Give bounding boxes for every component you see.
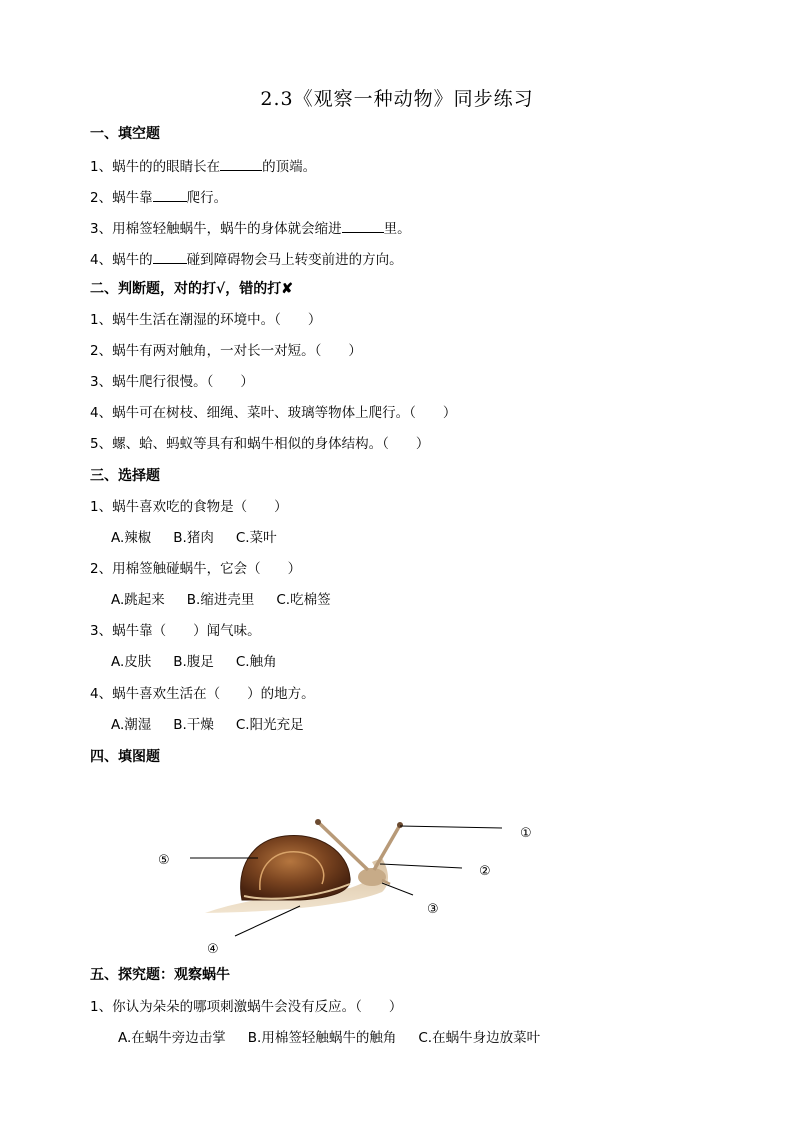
label-3: ③ (427, 902, 439, 917)
fill-question-3 (90, 218, 411, 238)
eye-right (397, 822, 403, 828)
choice-options-4 (111, 716, 326, 734)
leader-line-3 (382, 883, 413, 895)
option-b[interactable]: B.猪肉 (173, 530, 214, 546)
answer-blank[interactable] (153, 249, 187, 264)
option-a[interactable]: A.跳起来 (111, 592, 165, 608)
answer-blank[interactable] (220, 156, 262, 171)
label-5: ⑤ (158, 853, 170, 868)
choice-options-3 (111, 653, 299, 671)
section-heading-fill-blank: 一、填空题 (90, 126, 160, 142)
question-text: 的顶端。 (262, 159, 317, 175)
option-c[interactable]: C.阳光充足 (235, 717, 304, 733)
label-1: ① (520, 826, 532, 841)
long-tentacle-right (374, 825, 400, 870)
option-b[interactable]: B.用棉签轻触蜗牛的触角 (247, 1030, 397, 1046)
choice-question-3: 3、蜗牛靠（ ）闻气味。 (90, 623, 261, 639)
answer-blank[interactable] (153, 187, 187, 202)
inquiry-question-1: 1、你认为朵朵的哪项刺激蜗牛会没有反应。（ ） (90, 999, 403, 1015)
option-a[interactable]: A.辣椒 (111, 530, 152, 546)
snail-head (358, 868, 386, 886)
leader-line-2 (380, 864, 462, 868)
option-b[interactable]: B.干燥 (173, 717, 214, 733)
label-4: ④ (207, 942, 219, 957)
judge-question-5: 5、螺、蛤、蚂蚁等具有和蜗牛相似的身体结构。（ ） (90, 436, 430, 452)
label-2: ② (479, 864, 491, 879)
option-c[interactable]: C.吃棉签 (276, 592, 331, 608)
option-b[interactable]: B.缩进壳里 (186, 592, 255, 608)
question-text: 爬行。 (186, 190, 228, 206)
option-c[interactable]: C.菜叶 (235, 530, 277, 546)
section-heading-true-false: 二、判断题，对的打√，错的打✘ (90, 281, 293, 297)
question-text: 里。 (383, 221, 411, 237)
question-text: 3、用棉签轻触蜗牛，蜗牛的身体就会缩进 (90, 221, 342, 237)
leader-line-1 (400, 826, 502, 828)
fill-question-1 (90, 156, 316, 176)
fill-question-2 (90, 187, 227, 207)
choice-options-2 (111, 591, 353, 609)
fill-question-4 (90, 249, 403, 269)
question-text: 碰到障碍物会马上转变前进的方向。 (186, 252, 403, 268)
snail-illustration (150, 800, 570, 960)
choice-question-1: 1、蜗牛喜欢吃的食物是（ ） (90, 499, 288, 515)
answer-blank[interactable] (342, 218, 384, 233)
judge-question-4: 4、蜗牛可在树枝、细绳、菜叶、玻璃等物体上爬行。（ ） (90, 405, 457, 421)
option-c[interactable]: C.在蜗牛身边放菜叶 (418, 1030, 541, 1046)
question-text: 2、蜗牛靠 (90, 190, 153, 206)
question-text: 1、蜗牛的的眼睛长在 (90, 159, 221, 175)
snail-diagram (150, 800, 570, 960)
question-text: 4、蜗牛的 (90, 252, 153, 268)
option-b[interactable]: B.腹足 (173, 654, 214, 670)
judge-question-3: 3、蜗牛爬行很慢。（ ） (90, 374, 254, 390)
judge-question-2: 2、蜗牛有两对触角，一对长一对短。（ ） (90, 343, 362, 359)
section-heading-choice: 三、选择题 (90, 468, 160, 484)
page-title: 2.3《观察一种动物》同步练习 (260, 88, 534, 110)
inquiry-options-1 (118, 1029, 562, 1047)
choice-question-2: 2、用棉签触碰蜗牛，它会（ ） (90, 561, 302, 577)
choice-question-4: 4、蜗牛喜欢生活在（ ）的地方。 (90, 686, 315, 702)
option-a[interactable]: A.潮湿 (111, 717, 152, 733)
judge-question-1: 1、蜗牛生活在潮湿的环境中。（ ） (90, 312, 322, 328)
choice-options-1 (111, 529, 299, 547)
option-a[interactable]: A.在蜗牛旁边击掌 (118, 1030, 226, 1046)
section-heading-inquiry: 五、探究题：观察蜗牛 (90, 967, 230, 983)
option-c[interactable]: C.触角 (235, 654, 277, 670)
section-heading-label-diagram: 四、填图题 (90, 749, 160, 765)
option-a[interactable]: A.皮肤 (111, 654, 152, 670)
eye-left (315, 819, 321, 825)
